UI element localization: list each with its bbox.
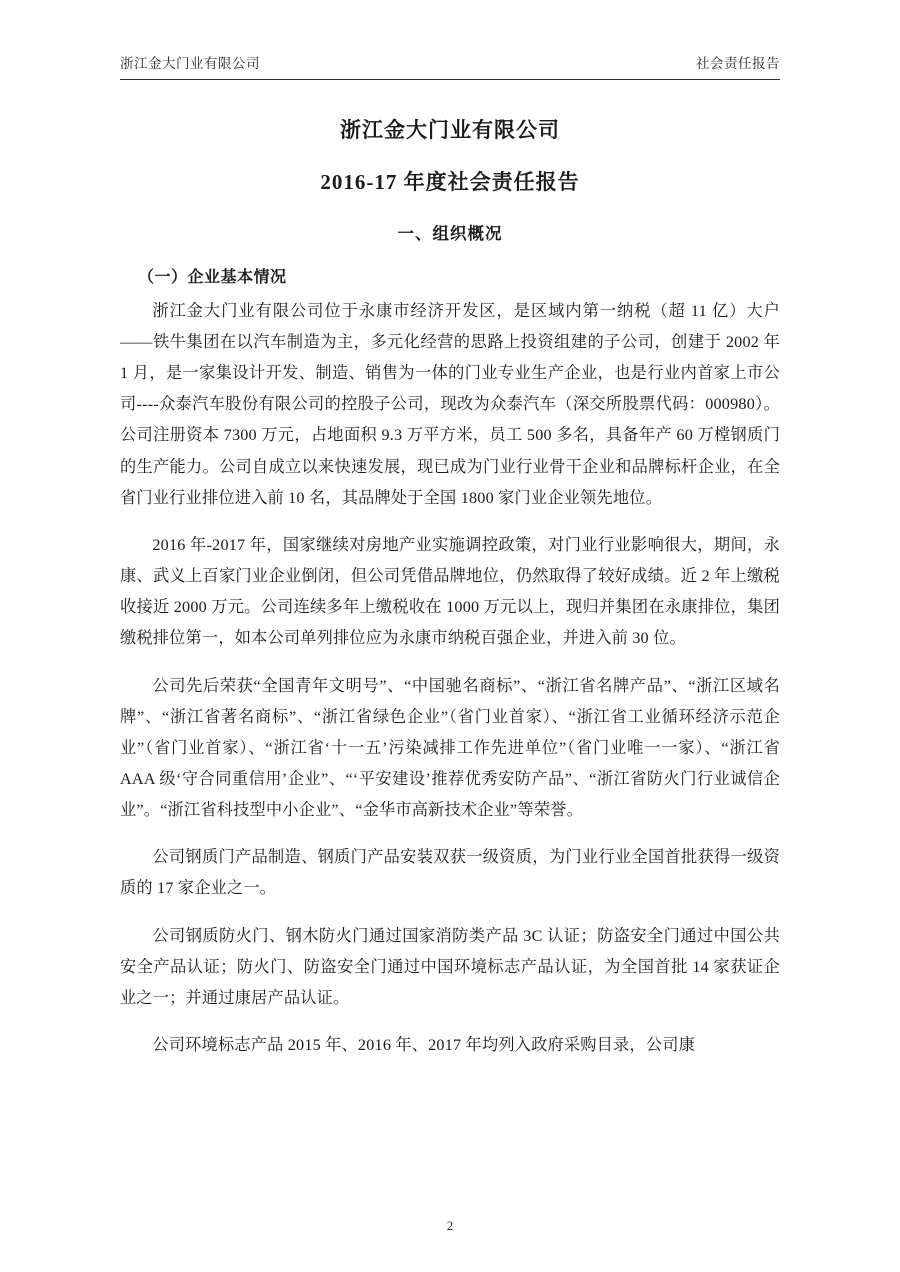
body-paragraph: 公司钢质防火门、钢木防火门通过国家消防类产品 3C 认证；防盗安全门通过中国公共安全产品认证；防火门、防盗安全门通过中国环境标志产品认证，为全国首批 14 家获证企业之一；并通过康居产品认证。	[120, 926, 780, 1007]
page-title: 浙江金大门业有限公司	[340, 118, 560, 142]
header-report-name: 社会责任报告	[696, 56, 780, 71]
body-paragraph: 浙江金大门业有限公司位于永康市经济开发区，是区域内第一纳税（超 11 亿）大户——铁牛集团在以汽车制造为主，多元化经营的思路上投资组建的子公司，创建于 2002 年 1 月，是一家集设计开发、制造、销售为一体的门业专业生产企业，也是行业内首家上市公司----众泰汽车股份有限公司的控股子公司，现改为众泰汽车（深交所股票代码：000980）。公司注册资本 7300 万元，占地面积 9.3 万平方米，员工 500 多名，具备年产 60 万樘钢质门的生产能力。公司自成立以来快速发展，现已成为门业行业骨干企业和品牌标杆企业，在全省门业行业排位进入前 10 名，其品牌处于全国 1800 家门业企业领先地位。	[120, 302, 780, 507]
body-paragraph: 公司环境标志产品 2015 年、2016 年、2017 年均列入政府采购目录，公司康	[152, 1036, 695, 1055]
page-number: 2	[446, 1218, 454, 1233]
body-paragraph: 公司先后荣获“全国青年文明号”、“中国驰名商标”、“浙江省名牌产品”、“浙江区域名牌”、“浙江省著名商标”、“浙江省绿色企业”（省门业首家）、“浙江省工业循环经济示范企业”（省门业首家）、“浙江省‘十一五’污染减排工作先进单位”（省门业唯一一家）、“浙江省 AAA 级‘守合同重信用’企业”、“‘平安建设’推荐优秀安防产品”、“浙江省防火门行业诚信企业”。“浙江省科技型中小企业”、“金华市高新技术企业”等荣誉。	[120, 676, 780, 820]
page-subtitle: 2016-17 年度社会责任报告	[320, 170, 580, 194]
header-company-name: 浙江金大门业有限公司	[120, 56, 260, 71]
body-paragraph: 公司钢质门产品制造、钢质门产品安装双获一级资质，为门业行业全国首批获得一级资质的 17 家企业之一。	[120, 848, 780, 898]
sub-heading: （一）企业基本情况	[138, 269, 287, 286]
page-header	[120, 52, 780, 80]
section-heading: 一、组织概况	[397, 224, 503, 243]
body-paragraph: 2016 年-2017 年，国家继续对房地产业实施调控政策，对门业行业影响很大，期间，永康、武义上百家门业企业倒闭，但公司凭借品牌地位，仍然取得了较好成绩。近 2 年上缴税收接近 2000 万元。公司连续多年上缴税收在 1000 万元以上，现归并集团在永康排位，集团缴税排位第一，如本公司单列排位应为永康市纳税百强企业，并进入前 30 位。	[120, 535, 780, 648]
